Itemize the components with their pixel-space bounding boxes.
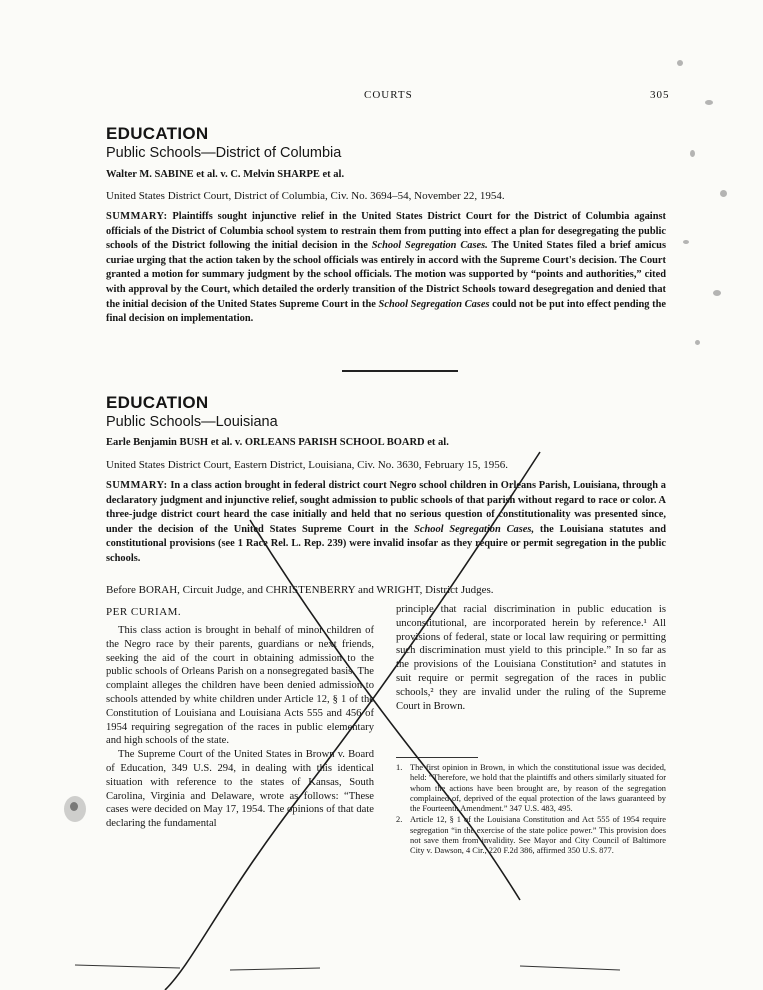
opinion-paragraph: This class action is brought in behalf of minor children of the Negro race by their parents, guardians or next friends, seeking the aid of the court in obtaining admission to the public schools of Orleans Parish on a nonsegregated basis. The complaint alleges the children have been denied admission to schools attended by white children under Article 12, § 1 of the Constitution of Louisiana and Louisiana Acts 555 and 456 of 1954 requiring segregation of the races in public elementary and high schools of the state. [106,625,374,747]
case2-summary-text-1: In a class action brought in federal district court Negro school children in Orleans Parish, Louisiana, through a declaratory judgment and injunctive relief, sought admission to public schools of that parish without regard to race or color. A three-judge district court heard the case initially and held that no serious question of constitutionality was presented since, under the decision of the United States Supreme Court in the [106,480,667,535]
per-curiam: PER CURIAM. [106,606,182,618]
page-number: 305 [650,89,670,101]
header-title: COURTS [364,89,413,101]
opinion-paragraph: The Supreme Court of the United States in Brown v. Board of Education, 349 U.S. 294, in dealing with this identical situation with reference to the states of Kansas, South Carolina, Virginia and Delaware, wrote as follows: “These cases were decided on May 17, 1954. The opinions of that date declaring the fundamental [106,749,374,830]
case1-parties: Walter M. SABINE et al. v. C. Melvin SHARPE et al. [106,169,345,180]
footnote-text: Article 12, § 1 of the Louisiana Constitution and Act 555 of 1954 require segregation “in the exercise of the state police power.” This provision does not save them from invalidity. See Mayor and City Council of Baltimore City v. Dawson, 4 Cir., 220 F.2d 386, affirmed 350 U.S. 877. [410,815,666,856]
case2-parties: Earle Benjamin BUSH et al. v. ORLEANS PARISH SCHOOL BOARD et al. [106,437,449,448]
case2-subheading: Public Schools—Louisiana [106,414,278,430]
case1-summary-italic-2: School Segregation Cases [378,298,490,310]
case1-summary-text-3: could not be put into effect pending the final decision on implementation. [106,298,666,325]
footnote-number: 1. [396,763,403,772]
case1-heading: EDUCATION [106,124,209,143]
judges-line: Before BORAH, Circuit Judge, and CHRISTENBERRY and WRIGHT, District Judges. [106,584,494,596]
opinion-paragraph: principle that racial discrimination in public education is unconstitutional, are incorporated herein by reference.¹ All provisions of federal, state or local law requiring or permitting such discrimination must yield to this principle.” In so far as the provisions of the Louisiana Constitution² and statutes in suit require or permit segregation of the races in public schools,² they are invalid under the ruling of the Supreme Court in Brown. [396,604,666,712]
case2-heading: EDUCATION [106,393,209,412]
case1-subheading: Public Schools—District of Columbia [106,145,342,161]
case2-summary-label: SUMMARY: [106,480,168,491]
hole-punch-mark [60,790,90,828]
case1-summary-label: SUMMARY: [106,211,168,222]
case1-summary-text-1: Plaintiffs sought injunctive relief in the United States District Court for the District of Columbia against officials of the District of Columbia school system to restrain them from putting into effect a plan for desegregating the public schools of the District following the initial decision in the [106,211,666,252]
footnote-text: The first opinion in Brown, in which the constitutional issue was decided, held: “Therefore, we hold that the plaintiffs and others similarly situated for whom the actions have been brought are, by reason of the segregation complained of, deprived of the equal protection of the laws guaranteed by the Fourteenth Amendment.” 347 U.S. 483, 495. [410,763,666,814]
case2-court-line: United States District Court, Eastern District, Louisiana, Civ. No. 3630, February 15, 1956. [106,459,508,471]
footnote-number: 2. [396,815,403,825]
case1-summary-italic-1: School Segregation Cases. [371,240,488,252]
case2-summary-text-2: the Louisiana statutes and constitutional provisions (see 1 Race Rel. L. Rep. 239) were invalid insofar as they require or permit segregation in the public schools. [106,523,667,564]
scan-noise-right-margin [665,40,755,370]
case1-court-line: United States District Court, District of Columbia, Civ. No. 3694–54, November 22, 1954. [106,190,505,202]
case2-summary-italic-1: School Segregation Cases, [414,523,535,535]
case1-summary-text-2: The United States filed a brief amicus curiae urging that the action taken by the school officials was entirely in accord with the Supreme Court's decision. The Court granted a motion for summary judgment by the school officials. The motion was supported by “points and authorities,” cited with approval by the Court, which detailed the orderly transition of the District Schools toward desegregation and denied that the initial decision of the United States Supreme Court in the [106,240,666,310]
